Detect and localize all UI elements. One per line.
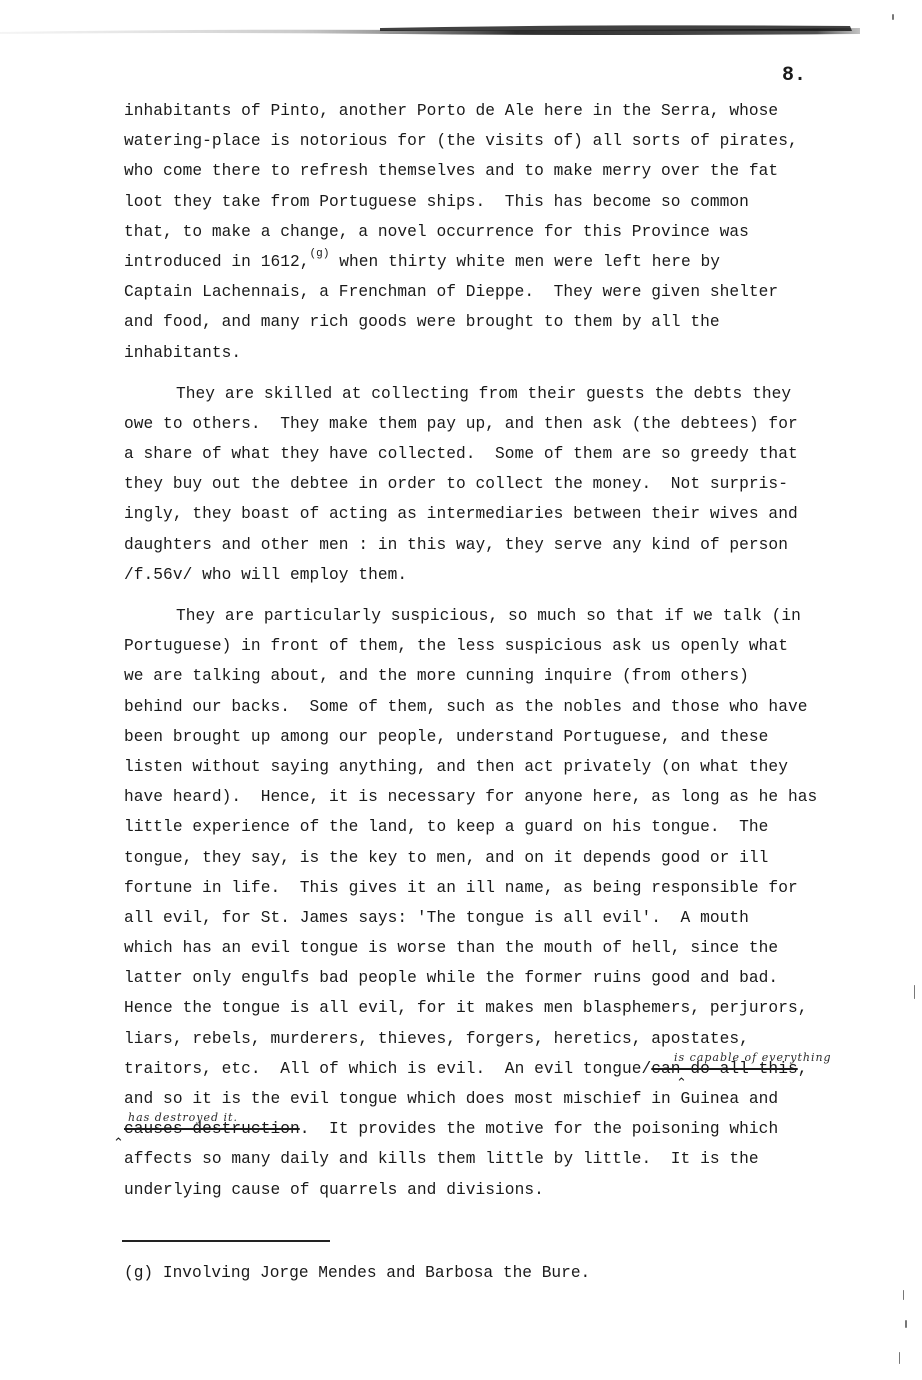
text-line: watering-place is notorious for (the visits of) all sorts of pirates, [124, 132, 798, 151]
insertion-caret-icon: ⌃ [676, 1076, 687, 1091]
text-line: loot they take from Portuguese ships. This has become so common [124, 192, 749, 211]
text-line: They are particularly suspicious, so much so that if we talk (in [176, 607, 801, 625]
page-number: 8. [782, 64, 807, 87]
footnote-rule [122, 1240, 330, 1242]
text-line: underlying cause of quarrels and divisions. [124, 1180, 544, 1199]
text-line: fortune in life. This gives it an ill name, as being responsible for [124, 878, 798, 897]
text-line: inhabitants. [124, 343, 242, 362]
text-line: latter only engulfs bad people while the former ruins good and bad. [124, 969, 779, 988]
text-line: daughters and other men : in this way, they serve any kind of person [124, 535, 788, 554]
text-line: They are skilled at collecting from their guests the debts they [176, 384, 792, 403]
text-line: Portuguese) in front of them, the less suspicious ask us openly what [124, 637, 788, 656]
struck-text: causes destruction [124, 1120, 300, 1139]
text-line: a share of what they have collected. Some of them are so greedy that [124, 445, 798, 464]
text-line: Captain Lachennais, a Frenchman of Dieppe. They were given shelter [124, 283, 779, 302]
struck-text: can do all this [651, 1059, 798, 1078]
scan-edge-smudge [0, 22, 860, 38]
text-line: have heard). Hence, it is necessary for anyone here, as long as he has [124, 788, 818, 807]
text-line: been brought up among our people, understand Portuguese, and these [124, 727, 769, 746]
text-fragment: . It provides the motive for the poisoning which [299, 1120, 779, 1139]
scan-speck [899, 1352, 900, 1364]
footnote: (g) Involving Jorge Mendes and Barbosa the Bure. [124, 1264, 591, 1282]
paragraph-gap [124, 590, 864, 601]
text-line: and food, and many rich goods were brought to them by all the [124, 313, 720, 332]
scan-speck [903, 1290, 904, 1300]
text-line [124, 247, 864, 277]
text-line: who come there to refresh themselves and to make merry over the fat [124, 162, 779, 181]
scan-speck [905, 1320, 907, 1328]
text-line: listen without saying anything, and then act privately (on what they [124, 757, 788, 776]
text-line: inhabitants of Pinto, another Porto de Ale here in the Serra, whose [124, 102, 779, 120]
text-line: liars, rebels, murderers, thieves, forgers, heretics, apostates, [124, 1029, 749, 1048]
text-line: all evil, for St. James says: 'The tongue is all evil'. A mouth [124, 908, 749, 927]
text-line: little experience of the land, to keep a guard on his tongue. The [124, 818, 769, 837]
text-line: they buy out the debtee in order to collect the money. Not surpris- [124, 475, 788, 494]
text-line: Hence the tongue is all evil, for it makes men blasphemers, perjurors, [124, 999, 808, 1018]
text-fragment: introduced in 1612, [124, 252, 310, 271]
text-line: which has an evil tongue is worse than the mouth of hell, since the [124, 939, 779, 958]
insertion-caret-icon: ⌃ [113, 1136, 124, 1151]
paragraph-gap [124, 368, 864, 379]
body-text [124, 96, 864, 1205]
text-line: and so it is the evil tongue which does most mischief in Guinea and [124, 1090, 779, 1108]
footnote-reference: (g) [309, 247, 330, 260]
scan-speck [892, 14, 894, 20]
text-line: owe to others. They make them pay up, and then ask (the debtees) for [124, 414, 798, 433]
text-fragment: traitors, etc. All of which is evil. An evil tongue/ [124, 1059, 652, 1078]
text-line: that, to make a change, a novel occurrence for this Province was [124, 222, 749, 241]
text-fragment: when thirty white men were left here by [329, 252, 721, 271]
text-line: ingly, they boast of acting as intermediaries between their wives and [124, 505, 798, 524]
text-line: /f.56v/ who will employ them. [124, 565, 408, 584]
text-line: affects so many daily and kills them little by little. It is the [124, 1150, 759, 1169]
scan-speck [914, 985, 915, 999]
text-line: we are talking about, and the more cunning inquire (from others) [124, 667, 749, 686]
handwritten-correction: has destroyed it. [128, 1111, 238, 1124]
text-line: tongue, they say, is the key to men, and on it depends good or ill [124, 848, 769, 867]
text-fragment: , [797, 1059, 808, 1078]
text-line: behind our backs. Some of them, such as the nobles and those who have [124, 697, 808, 716]
handwritten-correction: is capable of everything [674, 1051, 832, 1064]
